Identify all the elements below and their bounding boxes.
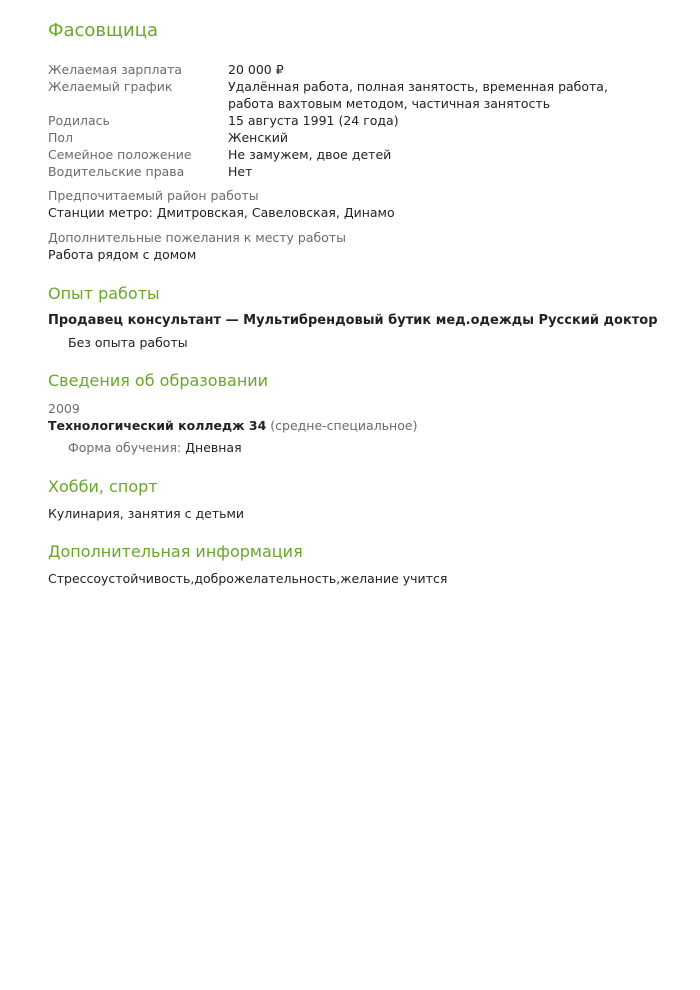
- detail-label: Желаемый график: [48, 79, 173, 94]
- education-institution: Технологический колледж 34: [48, 418, 267, 433]
- detail-row-license: [48, 163, 668, 180]
- additional-heading: Дополнительная информация: [48, 542, 303, 561]
- detail-value: 20 000 ₽: [228, 62, 284, 77]
- experience-note: Без опыта работы: [68, 335, 188, 350]
- detail-row-gender: [48, 129, 668, 146]
- detail-label: Семейное положение: [48, 147, 192, 162]
- experience-heading: Опыт работы: [48, 284, 160, 303]
- detail-row-family: [48, 146, 668, 163]
- education-level: (средне-специальное): [270, 418, 418, 433]
- detail-label: Родилась: [48, 113, 110, 128]
- education-form-line: [68, 440, 242, 455]
- detail-label: Пол: [48, 130, 74, 145]
- education-heading: Сведения об образовании: [48, 371, 269, 390]
- detail-value: 15 августа 1991 (24 года): [228, 113, 399, 128]
- hobbies-text: Кулинария, занятия с детьми: [48, 506, 245, 521]
- detail-row-salary: [48, 61, 668, 78]
- detail-label: Водительские права: [48, 164, 185, 179]
- education-form-label: Форма обучения:: [68, 440, 182, 455]
- detail-row-birth: [48, 112, 668, 129]
- preferred-area-label: Предпочитаемый район работы: [48, 188, 259, 203]
- detail-value: Нет: [228, 164, 253, 179]
- hobbies-heading: Хобби, спорт: [48, 477, 158, 496]
- detail-label: Желаемая зарплата: [48, 62, 183, 77]
- education-form-value: Дневная: [185, 440, 242, 455]
- workplace-wishes-label: Дополнительные пожелания к месту работы: [48, 230, 347, 245]
- detail-value: Не замужем, двое детей: [228, 147, 392, 162]
- additional-text: Стрессоустойчивость,доброжелательность,желание учится: [48, 571, 448, 586]
- detail-value: Женский: [228, 130, 288, 145]
- detail-value: Удалённая работа, полная занятость, временная работа, работа вахтовым методом, частичная занятость: [228, 79, 608, 111]
- resume-title: Фасовщица: [48, 20, 158, 41]
- workplace-wishes-value: Работа рядом с домом: [48, 247, 197, 262]
- detail-row-schedule: [48, 78, 668, 112]
- education-year: 2009: [48, 401, 80, 416]
- job-title: Продавец консультант — Мультибрендовый бутик мед.одежды Русский доктор: [48, 313, 658, 328]
- education-institution-line: [48, 418, 417, 433]
- preferred-area-value: Станции метро: Дмитровская, Савеловская, Динамо: [48, 205, 395, 220]
